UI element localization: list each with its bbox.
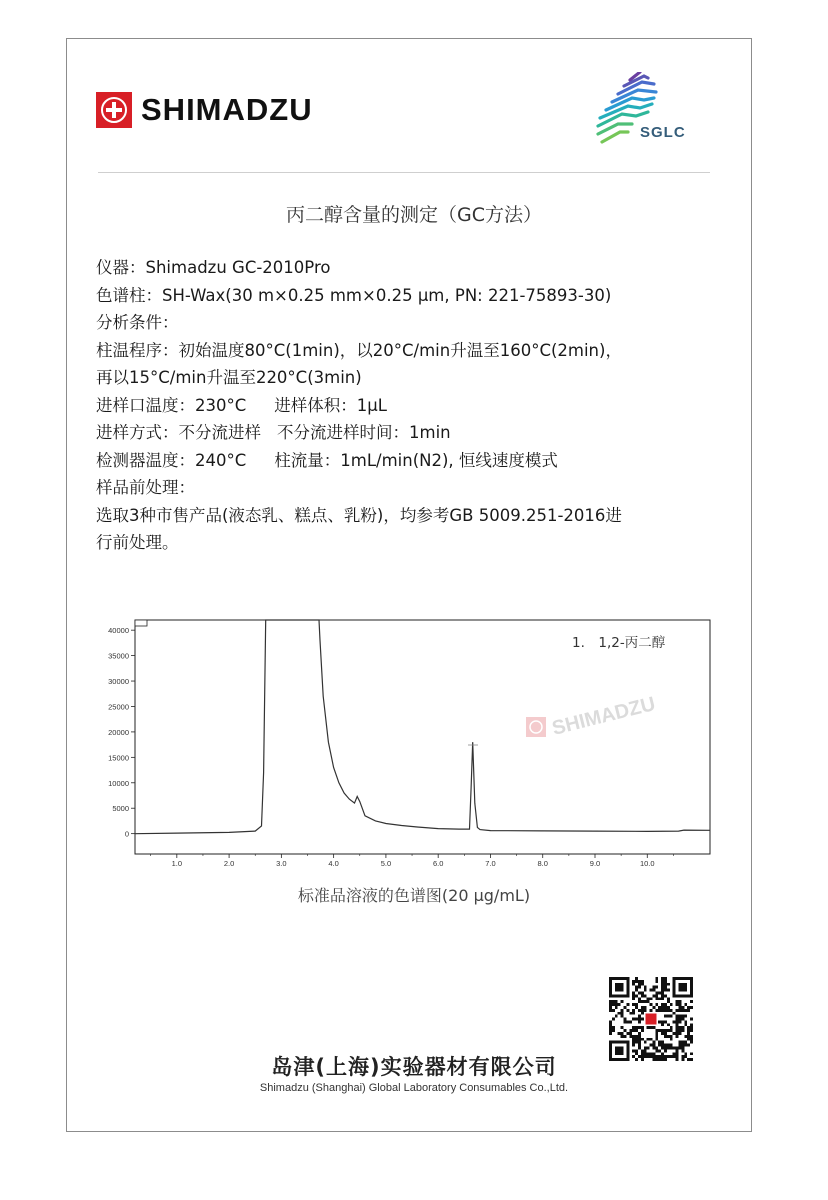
inlet-temp: 进样口温度：230°C [96,395,247,415]
x-tick-label: 8.0 [537,859,548,868]
inlet-line [96,392,736,420]
detector-temp: 检测器温度：240°C [96,450,247,470]
sglc-logo-text: SGLC [640,124,686,141]
sample-prep-line: 选取3种市售产品(液态乳、糕点、乳粉)，均参考GB 5009.251-2016进 [96,505,622,525]
chromatogram-trace [135,620,710,834]
instrument-line: 仪器：Shimadzu GC-2010Pro [96,258,331,277]
shimadzu-logo [96,92,313,128]
y-tick-label: 15000 [108,753,129,763]
x-tick-label: 10.0 [639,859,655,868]
x-tick-label: 7.0 [485,859,496,868]
splitless-time: 不分流进样时间：1min [277,423,451,442]
y-tick-label: 20000 [108,727,129,737]
company-name-en: Shimadzu (Shanghai) Global Laboratory Consumables Co.,Ltd. [259,1082,569,1094]
oven-program-line: 柱温程序：初始温度80°C(1min)，以20°C/min升温至160°C(2min)， [96,340,622,360]
x-tick-label: 5.0 [380,859,392,868]
sample-prep-line-2: 行前处理。 [96,533,179,552]
y-axis [108,626,135,838]
method-conditions [96,254,736,557]
y-tick-label: 25000 [108,702,129,712]
y-tick-label: 35000 [108,651,129,661]
x-tick-label: 2.0 [223,859,235,868]
sample-prep-heading: 样品前处理： [96,478,195,497]
page-title: 丙二醇含量的测定（GC方法） [286,204,542,226]
conditions-heading: 分析条件： [96,313,179,332]
watermark-text: SHIMADZU [549,692,658,740]
chart-corner-marker [135,620,147,626]
brand-name: SHIMADZU [141,92,313,127]
injection-volume: 进样体积：1µL [274,395,387,415]
chromatogram-chart [98,612,726,880]
chart-caption: 标准品溶液的色谱图(20 µg/mL) [297,886,531,905]
x-tick-label: 9.0 [589,859,601,868]
shimadzu-circle-cross-icon [96,92,132,128]
column-line: 色谱柱：SH-Wax(30 m×0.25 mm×0.25 µm, PN: 221-75893-30) [96,285,612,305]
x-axis [151,854,674,868]
y-tick-label: 40000 [108,626,129,636]
qr-code-icon [609,977,693,1061]
company-name-cn: 岛津(上海)实验器材有限公司 [271,1055,557,1079]
plot-area [135,620,710,854]
x-tick-label: 3.0 [276,859,287,868]
peak-legend: 1. 1,2-丙二醇 [572,635,666,651]
x-tick-label: 1.0 [171,859,183,868]
y-tick-label: 5000 [112,804,129,814]
y-tick-label: 30000 [108,677,129,687]
oven-program-line-2: 再以15°C/min升温至220°C(3min) [96,368,362,387]
detector-line [96,447,736,475]
injection-line [96,419,736,447]
chart-watermark [526,693,658,740]
x-tick-label: 6.0 [432,859,444,868]
column-flow: 柱流量：1mL/min(N2), 恒线速度模式 [274,450,558,470]
y-tick-label: 0 [124,829,129,839]
watermark-logo-icon [526,717,546,737]
header-divider [98,172,710,173]
y-tick-label: 10000 [108,778,129,788]
x-tick-label: 4.0 [328,859,339,868]
injection-mode: 进样方式：不分流进样 [96,423,261,442]
